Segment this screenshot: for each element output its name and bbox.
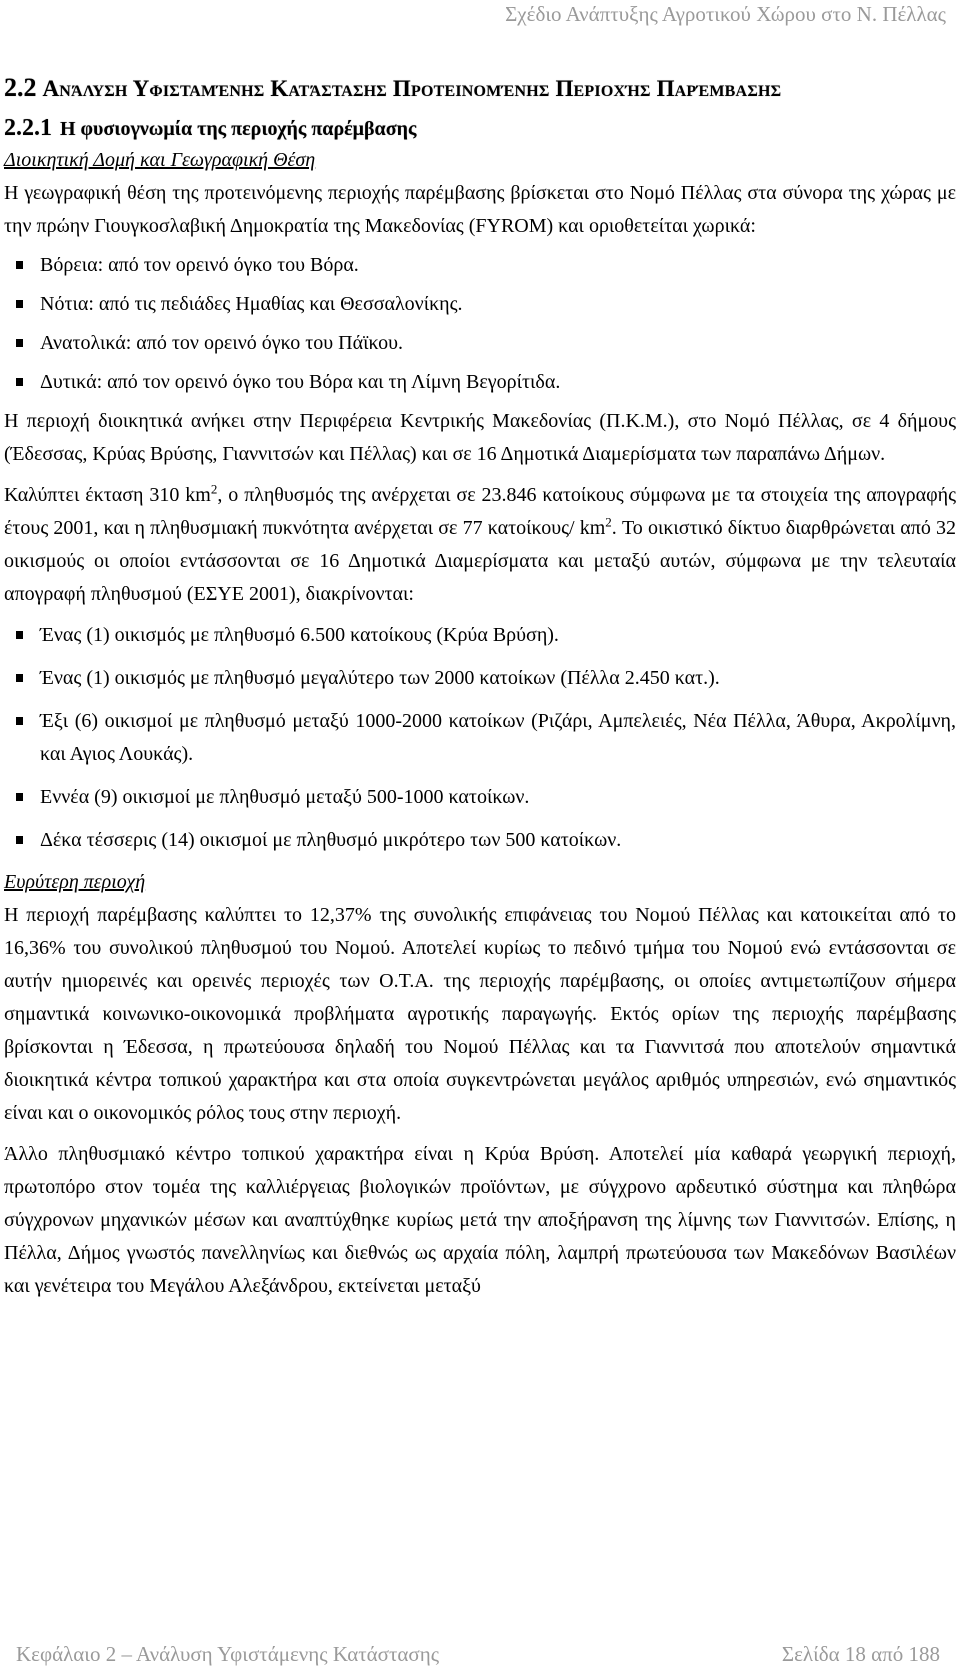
running-header: Σχέδιο Ανάπτυξης Αγροτικού Χώρου στο Ν. Πέλλας xyxy=(505,2,946,26)
list-item: Έξι (6) οικισμοί με πληθυσμό μεταξύ 1000-2000 κατοίκων (Ριζάρι, Αμπελειές, Νέα Πέλλα, Άθυρα, Ακρολίμνη, και Αγιος Λουκάς). xyxy=(4,705,956,771)
bullet-square-icon xyxy=(16,674,23,682)
section-title: Ανάλυση Υφισταμένης Κατάστασης Προτεινομένης Περιοχής Παρέμβασης xyxy=(42,76,782,101)
wider-paragraph-1: Η περιοχή παρέμβασης καλύπτει το 12,37% της συνολικής επιφάνειας του Νομού Πέλλας και κατοικείται από το 16,36% του συνολικού πληθυσμού του Νομού. Αποτελεί κυρίως το πεδινό τμήμα του Νομού ενώ εντάσσονται σε αυτήν ημιορεινές και ορεινές περιοχές των Ο.Τ.Α. της περιοχής παρέμβασης, οι οποίες αντιμετωπίζουν σήμερα σημαντικά κοινωνικο-οικονομικά προβλήματα αγροτικής παραγωγής. Εκτός ορίων της περιοχής παρέμβασης βρίσκονται η Έδεσσα, η πρωτεύουσα δηλαδή του Νομού Πέλλας και τα Γιαννιτσά που αποτελούν σημαντικά διοικητικά κέντρα τοπικού χαρακτήρα και στα οποία συγκεντρώνεται μεγάλος αριθμός υπηρεσιών, ενώ σημαντικός είναι και ο οικονομικός ρόλος τους στην περιοχή. xyxy=(4,904,956,1124)
list-item: Ένας (1) οικισμός με πληθυσμό 6.500 κατοίκους (Κρύα Βρύση). xyxy=(4,619,956,652)
border-list xyxy=(4,249,956,399)
admin-heading: Διοικητική Δομή και Γεωγραφική Θέση xyxy=(4,149,316,171)
list-item: Ανατολικά: από τον ορεινό όγκο του Πάϊκου. xyxy=(4,327,956,360)
bullet-square-icon xyxy=(16,300,23,308)
bullet-square-icon xyxy=(16,339,23,347)
admin-paragraph-2: Η περιοχή διοικητικά ανήκει στην Περιφέρεια Κεντρικής Μακεδονίας (Π.Κ.Μ.), στο Νομό Πέλλας, σε 4 δήμους (Έδεσσας, Κρύας Βρύσης, Γιαννιτσών και Πέλλας) και σε 16 Δημοτικά Διαμερίσματα των παραπάνω Δήμων. xyxy=(4,410,956,465)
subsection-heading xyxy=(4,114,956,143)
list-item: Ένας (1) οικισμός με πληθυσμό μεγαλύτερο των 2000 κατοίκων (Πέλλα 2.450 κατ.). xyxy=(4,662,956,695)
section-heading xyxy=(4,72,956,104)
page-content xyxy=(4,72,956,1311)
bullet-square-icon xyxy=(16,717,23,725)
section-number: 2.2 xyxy=(4,73,37,102)
wider-paragraph-2: Άλλο πληθυσμιακό κέντρο τοπικού χαρακτήρα είναι η Κρύα Βρύση. Αποτελεί μία καθαρά γεωργική περιοχή, πρωτοπόρο στον τομέα της καλλιέργειας βιολογικών προϊόντων, με σύγχρονο αρδευτικό σύστημα και πληθώρα σύγχρονων μηχανικών μέσων και αναπτύχθηκε κυρίως μετά την αποξήρανση της λίμνης των Γιαννιτσών. Επίσης, η Πέλλα, Δήμος γνωστός πανελληνίως και διεθνώς ως αρχαία πόλη, λαμπρή πρωτεύουσα των Μακεδόνων Βασιλέων και γενέτειρα του Μεγάλου Αλεξάνδρου, εκτείνεται μεταξύ xyxy=(4,1143,956,1297)
bullet-square-icon xyxy=(16,261,23,269)
admin-intro: Η γεωγραφική θέση της προτεινόμενης περιοχής παρέμβασης βρίσκεται στο Νομό Πέλλας στα σύνορα της χώρας με την πρώην Γιουγκοσλαβική Δημοκρατία της Μακεδονίας (FYROM) και οριοθετείται χωρικά: xyxy=(4,182,956,237)
bullet-square-icon xyxy=(16,793,23,801)
wider-area-heading: Ευρύτερη περιοχή xyxy=(4,871,146,893)
bullet-square-icon xyxy=(16,378,23,386)
bullet-square-icon xyxy=(16,836,23,844)
list-item: Εννέα (9) οικισμοί με πληθυσμό μεταξύ 500-1000 κατοίκων. xyxy=(4,781,956,814)
list-item: Βόρεια: από τον ορεινό όγκο του Βόρα. xyxy=(4,249,956,282)
list-item: Δέκα τέσσερις (14) οικισμοί με πληθυσμό μικρότερο των 500 κατοίκων. xyxy=(4,824,956,857)
settlement-list xyxy=(4,619,956,857)
subsection-number: 2.2.1 xyxy=(4,115,52,141)
bullet-square-icon xyxy=(16,631,23,639)
footer-chapter: Κεφάλαιο 2 – Ανάλυση Υφιστάμενης Κατάστασης xyxy=(16,1642,440,1666)
list-item: Δυτικά: από τον ορεινό όγκο του Βόρα και τη Λίμνη Βεγορίτιδα. xyxy=(4,366,956,399)
subsection-title: Η φυσιογνωμία της περιοχής παρέμβασης xyxy=(60,118,417,140)
admin-paragraph-3: Καλύπτει έκταση 310 $km^2$, ο πληθυσμός της ανέρχεται σε 23.846 κατοίκους σύμφωνα με τα στοιχεία της απογραφής έτους 2001, και η πληθυσμιακή πυκνότητα ανέρχεται σε 77 κατοίκους/ $km^2$. Το οικιστικό δίκτυο διαρθρώνεται από 32 οικισμούς οι οποίοι εντάσσονται σε 16 Δημοτικά Διαμερίσματα και μεταξύ αυτών, σύμφωνα με την τελευταία απογραφή πληθυσμού (ΕΣΥΕ 2001), διακρίνονται: xyxy=(4,481,956,605)
list-item: Νότια: από τις πεδιάδες Ημαθίας και Θεσσαλονίκης. xyxy=(4,288,956,321)
footer-page-number: Σελίδα 18 από 188 xyxy=(781,1642,940,1666)
